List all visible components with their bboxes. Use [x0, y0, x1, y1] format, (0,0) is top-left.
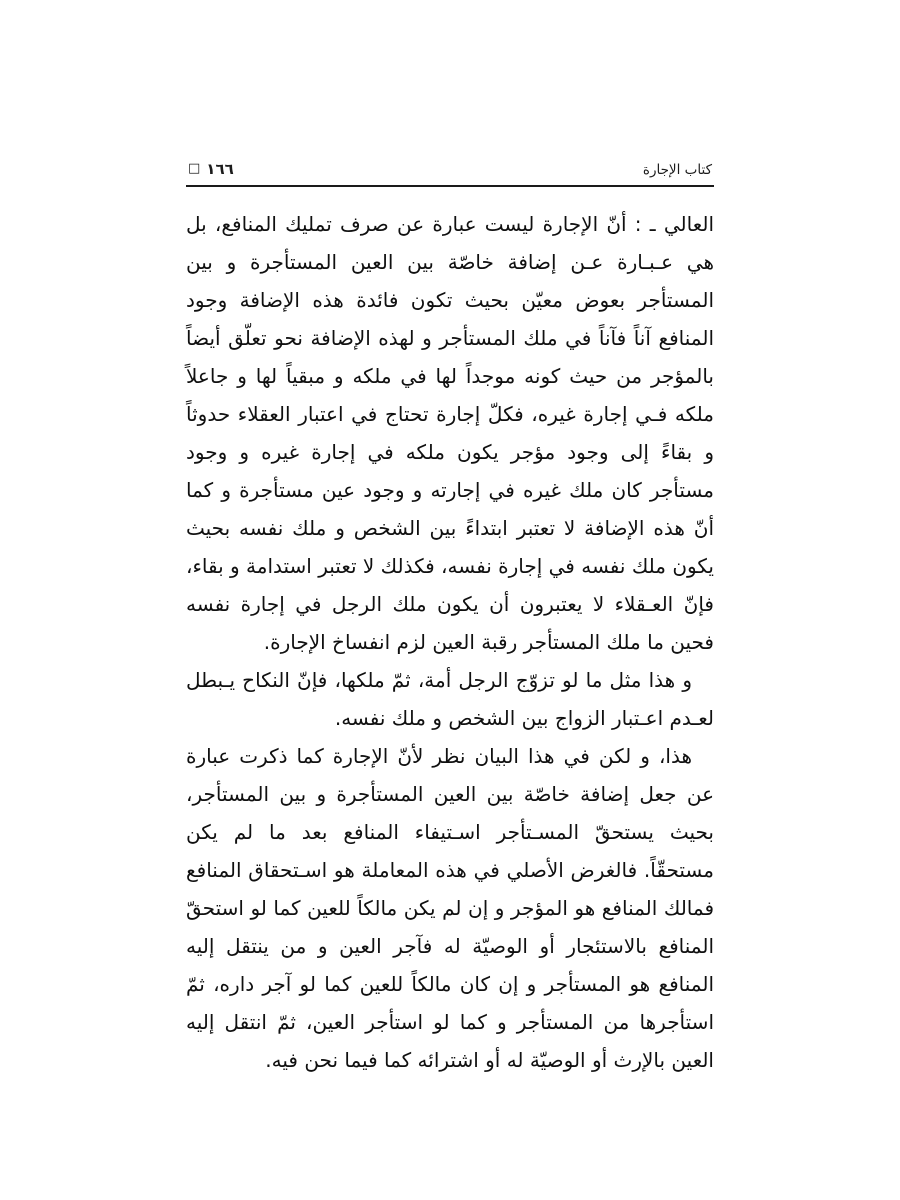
book-page — [186, 0, 714, 1079]
square-marker-icon: □ — [188, 160, 201, 176]
page-number-block — [188, 160, 234, 178]
page-number: ١٦٦ — [206, 160, 234, 178]
page-body — [186, 205, 714, 1079]
paragraph: و هذا مثل ما لو تزوّج الرجل أمة، ثمّ ملكها، فإنّ النكاح يـبطل لعـدم اعـتبار الزواج بين الشخص و ملك نفسه. — [186, 668, 714, 730]
paragraph: هذا، و لكن في هذا البيان نظر لأنّ الإجارة كما ذكرت عبارة عن جعل إضافة خاصّة بين العين المستأجرة و بين المستأجر، بحيث يستحقّ المسـتأجر اسـتيفاء المنافع بعد ما لم يكن مستحقّاً. فالغرض الأصلي في هذه المعاملة هو اسـتحقاق المنافع فمالك المنافع هو المؤجر و إن لم يكن مالكاً للعين كما لو استحقّ المنافع بالاستئجار أو الوصيّة له فآجر العين و من ينتقل إليه المنافع هو المستأجر و إن كان مالكاً للعين كما لو آجر داره، ثمّ استأجرها من المستأجر و كما لو استأجر العين، ثمّ انتقل إليه العين بالإرث أو الوصيّة له أو اشترائه كما فيما نحن فيه. — [186, 744, 714, 1072]
page-header — [186, 160, 714, 185]
running-title: كتاب الإجارة — [642, 162, 712, 178]
paragraph: العالي ـ : أنّ الإجارة ليست عبارة عن صرف تمليك المنافع، بل هي عـبـارة عـن إضافة خاصّة بين العين المستأجرة و بين المستأجر بعوض معيّن بحيث تكون فائدة هذه الإضافة وجود المنافع آناً فآناً في ملك المستأجر و لهذه الإضافة نحو تعلّق أيضاً بالمؤجر من حيث كونه موجداً لها في ملكه و مبقياً لها و جاعلاً ملكه فـي إجارة غيره، فكلّ إجارة تحتاج في اعتبار العقلاء حدوثاً و بقاءً إلى وجود مؤجر يكون ملكه في إجارة غيره و وجود مستأجر كان ملك غيره في إجارته و وجود عين مستأجرة و كما أنّ هذه الإضافة لا تعتبر ابتداءً بين الشخص و ملك نفسه بحيث يكون ملك نفسه في إجارة نفسه، فكذلك لا تعتبر استدامة و بقاء، فإنّ العـقلاء لا يعتبرون أن يكون ملك الرجل في إجارة نفسه فحين ما ملك المستأجر رقبة العين لزم انفساخ الإجارة. — [186, 212, 714, 654]
header-rule — [186, 185, 714, 187]
